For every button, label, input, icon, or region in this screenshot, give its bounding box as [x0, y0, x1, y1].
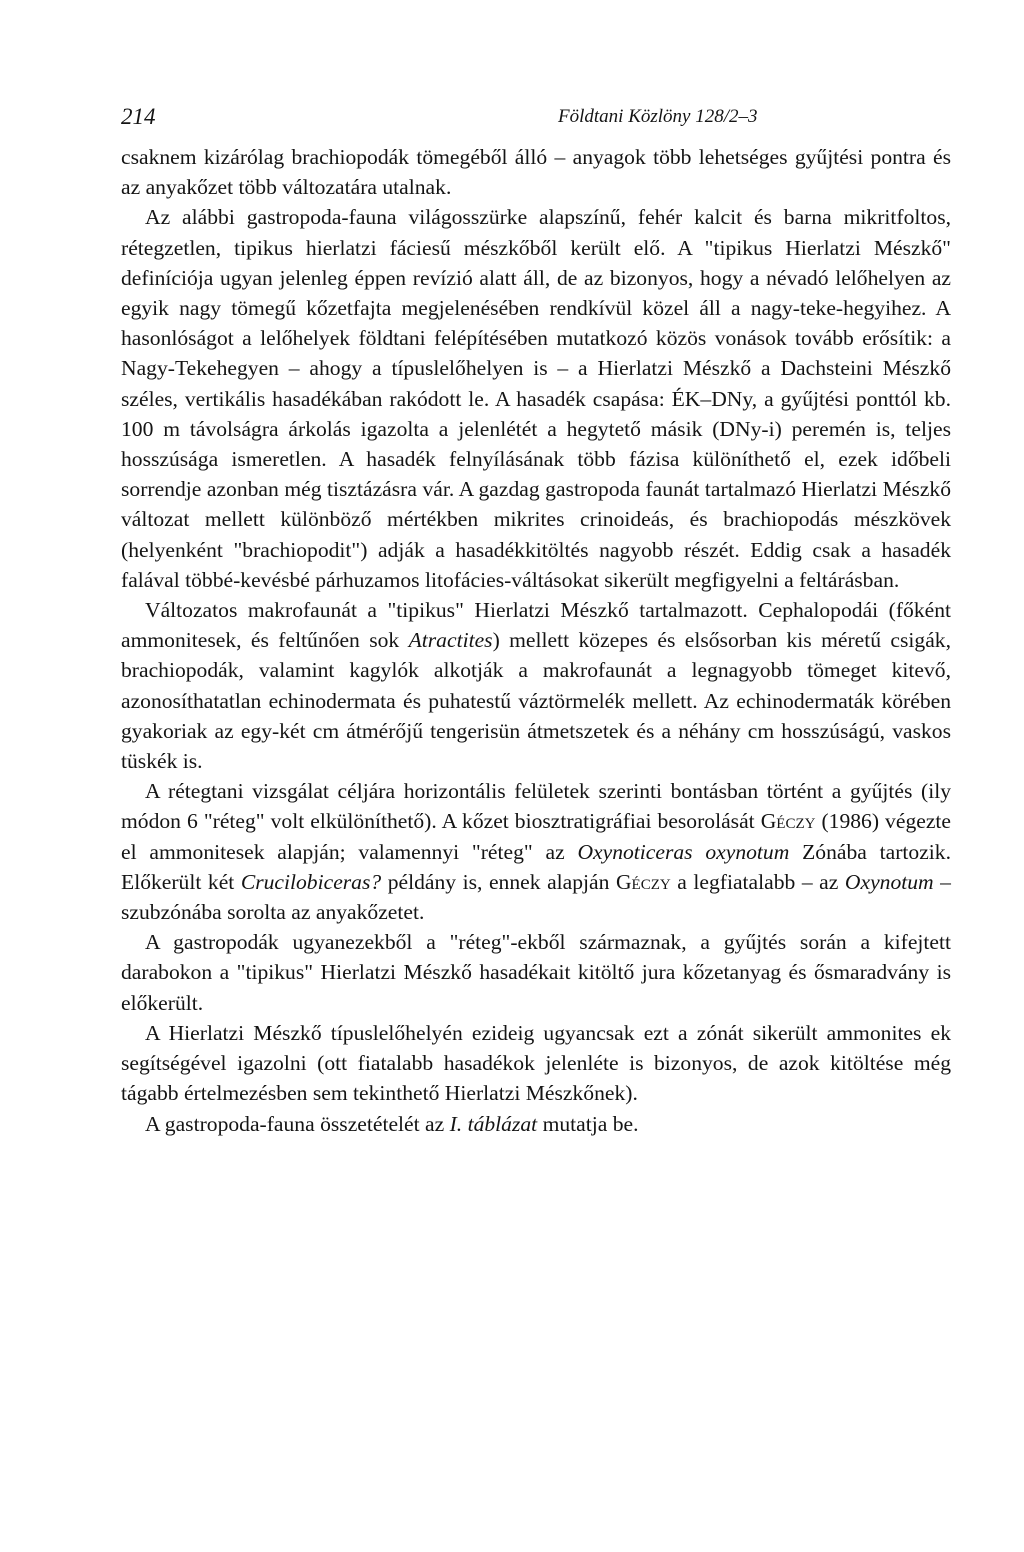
- paragraph-1: csaknem kizárólag brachiopodák tömegéből álló – anyagok több lehetséges gyűjtési pontra és az anyakőzet több változatára utalnak.: [121, 145, 951, 200]
- paragraph-6: A Hierlatzi Mészkő típuslelőhelyén ezideig ugyancsak ezt a zónát sikerült ammonites ek segítségével igazolni (ott fiatalabb hasadékok jelenléte is bizonyos, de azok kitöltése még tágabb értelmezésben sem tekinthető Hierlatzi Mészkőnek).: [121, 1020, 951, 1106]
- paragraph-7-text-b: mutatja be.: [537, 1111, 639, 1136]
- author-geczy-2: Géczy: [615, 869, 671, 894]
- paragraph-4-text-a: A rétegtani vizsgálat céljára horizontális felületek szerinti bontásban történt a gyűjtés (ily módon 6 "réteg" volt elkülöníthető). A kőzet biosztratigráfiai besorolását: [121, 779, 951, 834]
- genus-name-atractites: Atractites: [408, 628, 493, 653]
- paragraph-4-text-d: példány is, ennek alapján: [381, 869, 616, 894]
- paragraph-4-text-c: Zónába tartozik. Előkerült két: [121, 839, 951, 894]
- paragraph-5: A gastropodák ugyanezekből a "réteg"-ekből származnak, a gyűjtés során a kifejtett darabokon a "tipikus" Hierlatzi Mészkő hasadékait kitöltő jura kőzetanyag és ősmaradvány is előkerült.: [121, 930, 951, 1015]
- running-head: [121, 92, 951, 142]
- subzone-name-oxynotum: Oxynotum: [844, 869, 934, 894]
- paragraph-7: [121, 1109, 951, 1139]
- page: [121, 92, 951, 1139]
- paragraph-4-text-b: (1986) végezte el ammonitesek alapján; valamennyi "réteg" az: [121, 809, 951, 864]
- paragraph-3-text-b: ) mellett közepes és elsősorban kis méretű csigák, brachiopodák, valamint kagylók alkotják a makrofaunát a legnagyobb tömeget kitevő, azonosíthatatlan echinodermata és puhatestű váztörmelék mellett. Az echinodermaták körében gyakoriak az egy-két cm átmérőjű tengerisün átmetszetek és a néhány cm hosszúságú, vaskos tüskék is.: [121, 628, 951, 774]
- paragraph-7-text-a: A gastropoda-fauna összetételét az: [145, 1111, 450, 1136]
- paragraph-4-text-f: – szubzónába sorolta az anyakőzetet.: [121, 869, 951, 925]
- zone-name-oxynoticeras: Oxynoticeras oxynotum: [577, 839, 790, 864]
- table-reference: I. táblázat: [449, 1111, 538, 1136]
- paragraph-3-text-a: Változatos makrofaunát a "tipikus" Hierlatzi Mészkő tartalmazott. Cephalopodái (főként ammonitesek, és feltűnően sok: [121, 598, 951, 653]
- page-number: 214: [121, 104, 156, 129]
- paragraph-4: [121, 776, 951, 927]
- article-body: [121, 142, 951, 1139]
- journal-title: Földtani Közlöny 128/2–3: [558, 106, 758, 127]
- paragraph-2: Az alábbi gastropoda-fauna világosszürke alapszínű, fehér kalcit és barna mikritfoltos, rétegzetlen, tipikus hierlatzi fáciesű mészkőből került elő. A "tipikus Hierlatzi Mészkő" definíciója ugyan jelenleg éppen revízió alatt áll, de az bizonyos, hogy a névadó lelőhelyen az egyik nagy tömegű kőzetfajta megjelenésében rendkívül közel áll a nagy-teke-hegyihez. A hasonlóságot a lelőhelyek földtani felépítésében mutatkozó közös vonások tovább erősítik: a Nagy-Tekehegyen – ahogy a típuslelőhelyen is – a Hierlatzi Mészkő a Dachsteini Mészkő széles, vertikális hasadékában rakódott le. A hasadék csapása: ÉK–DNy, a gyűjtési ponttól kb. 100 m távolságra árkolás igazolta a jelenlétét a hegytető másik (DNy-i) peremén is, teljes hosszúsága ismeretlen. A hasadék felnyílásának több fázisa különíthető el, ezek időbeli sorrendje azonban még tisztázásra vár. A gazdag gastropoda faunát tartalmazó Hierlatzi Mészkő változat mellett különböző mértékben mikrites crinoideás, és brachiopodás mészkövek (helyenként "brachiopodit") adják a hasadékkitöltés nagyobb részét. Eddig csak a hasadék falával többé-kevésbé párhuzamos litofácies-váltásokat sikerült megfigyelni a feltárásban.: [121, 205, 951, 592]
- genus-name-crucilobiceras: Crucilobiceras?: [240, 869, 382, 894]
- author-geczy-1: Géczy: [760, 809, 816, 834]
- paragraph-4-text-e: a legfiatalabb – az: [670, 869, 845, 894]
- paragraph-3: [121, 595, 951, 776]
